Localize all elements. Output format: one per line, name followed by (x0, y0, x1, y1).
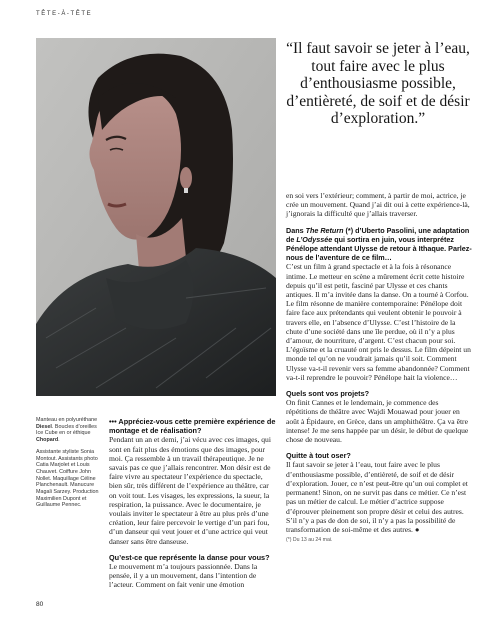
portrait-photo (36, 38, 276, 396)
question-montage: ••• Appréciez-vous cette première expérience de montage et de réalisation? (109, 417, 276, 436)
paragraph-continued: en soi vers l’extérieur; comment, à partir de moi, actrice, je crée un mouvement. Quand j’ai dit oui à cette expérience-là, j’ignorais la difficulté que j’allais traverser. (286, 191, 470, 219)
pull-quote: “Il faut savoir se jeter à l’eau, tout faire avec le plus d’enthousiasme possible, d’entièreté, de soif et de désir d’exploration.” (286, 40, 470, 127)
portrait-illustration (36, 38, 276, 396)
credit-team: Assistante styliste Sonia Montout. Assistants photo Catia Marjolet et Louis Chauvet. Coiffure John Nollet. Maquillage Céline Planchenault. Manucure Magali Sarzey. Production Maximilien Dupont et Guillaume Pennec. (36, 448, 99, 509)
answer-dare: Il faut savoir se jeter à l’eau, tout faire avec le plus d’enthousiasme possible, d’entièreté, de soif et de désir d’exploration. Jouer, ce n’est peut-être qu’un oui complet et permanent! Sinon, on ne survit pas dans ce métier. Ce n’est pas un métier de calcul. Le métier d’actrice suppose d’éprouver pleinement son propre désir et celui des autres. S’il n’y a pas de don de soi, il n’y a pas la possibilité de transformation de soi-même et des autres. ● (286, 460, 468, 534)
footnote: (*) Du 13 au 24 mai. (286, 537, 333, 544)
photo-credits (36, 417, 102, 514)
answer-montage: Pendant un an et demi, j’ai vécu avec ces images, qui sont en fait plus des émotions que des images, pour moi. Ça ressemble à un travail thérapeutique. Je ne savais pas ce que j’allais rencontrer. Mon désir est de faire vivre au spectateur l’expérience du spectacle, bien sûr, très différent de l’expérience au théâtre, car on voit tout. Les visages, les expressions, la sueur, la respiration, la puissance. Avec le documentaire, je voulais inviter le spectateur à être au plus près d’une création, leur faire percevoir le vertige d’un pari fou, d’un danseur qui veut jouer et d’une actrice qui veut danser sans être danseuse. (109, 435, 271, 546)
right-column (286, 191, 472, 543)
middle-column (109, 417, 276, 590)
page-number: 80 (36, 601, 44, 608)
answer-film: C’est un film à grand spectacle et à la fois à résonance intime. Le metteur en scène a mûrement écrit cette histoire depuis qu’il est petit, fasciné par Ulysse et ces chants antiques. Il m’a invitée dans la danse. On a tourné à Corfou. Le film résonne de manière contemporaine: Pénélope doit faire face aux prétendants qui veulent obtenir le pouvoir à travers elle, en l’absence d’Ulysse. C’est l’histoire de la chute d’une société dans une île perdue, où il n’y a plus d’amour, de nourriture, d’argent. C’est chacun pour soi. L’égoïsme et la cruauté ont pris le dessus. Le film dépeint un monde tel qu’on ne voudrait jamais qu’il soit. Comment Ulysse va-t-il revenir vers sa femme abandonnée? Comment va-t-il reprendre le pouvoir? Pénélope hait la violence… (286, 262, 471, 382)
question-dance: Qu’est-ce que représente la danse pour vous? (109, 552, 270, 562)
answer-dance: Le mouvement m’a toujours passionnée. Dans la pensée, il y a un mouvement, dans l’intention de l’acteur. Comment on fait venir une émotion (109, 562, 258, 590)
question-dare: Quitte à tout oser? (286, 451, 351, 461)
question-projects: Quels sont vos projets? (286, 389, 370, 399)
answer-projects: On finit Cannes et le lendemain, je commence des répétitions de théâtre avec Wajdi Mouawad pour jouer en août à Épidaure, en Grèce, dans un amphithéâtre. Ça va être intense! Je me sens happée par un désir, le début de quelque chose de nouveau. (286, 398, 469, 445)
end-mark: ● (414, 524, 420, 534)
question-film: Dans The Return (*) d’Uberto Pasolini, une adaptation de L’Odyssée qui sortira en juin, vous interprétez Pénélope attendant Ulysse de retour à Ithaque. Parlez-nous de l’aventure de ce film… (286, 225, 472, 263)
section-label: TÊTE-À-TÊTE (36, 11, 93, 17)
credit-outfit: Manteau en polyuréthane Diesel. Boucles d’oreilles Ice Cube en or éthique Chopard. (36, 417, 98, 444)
